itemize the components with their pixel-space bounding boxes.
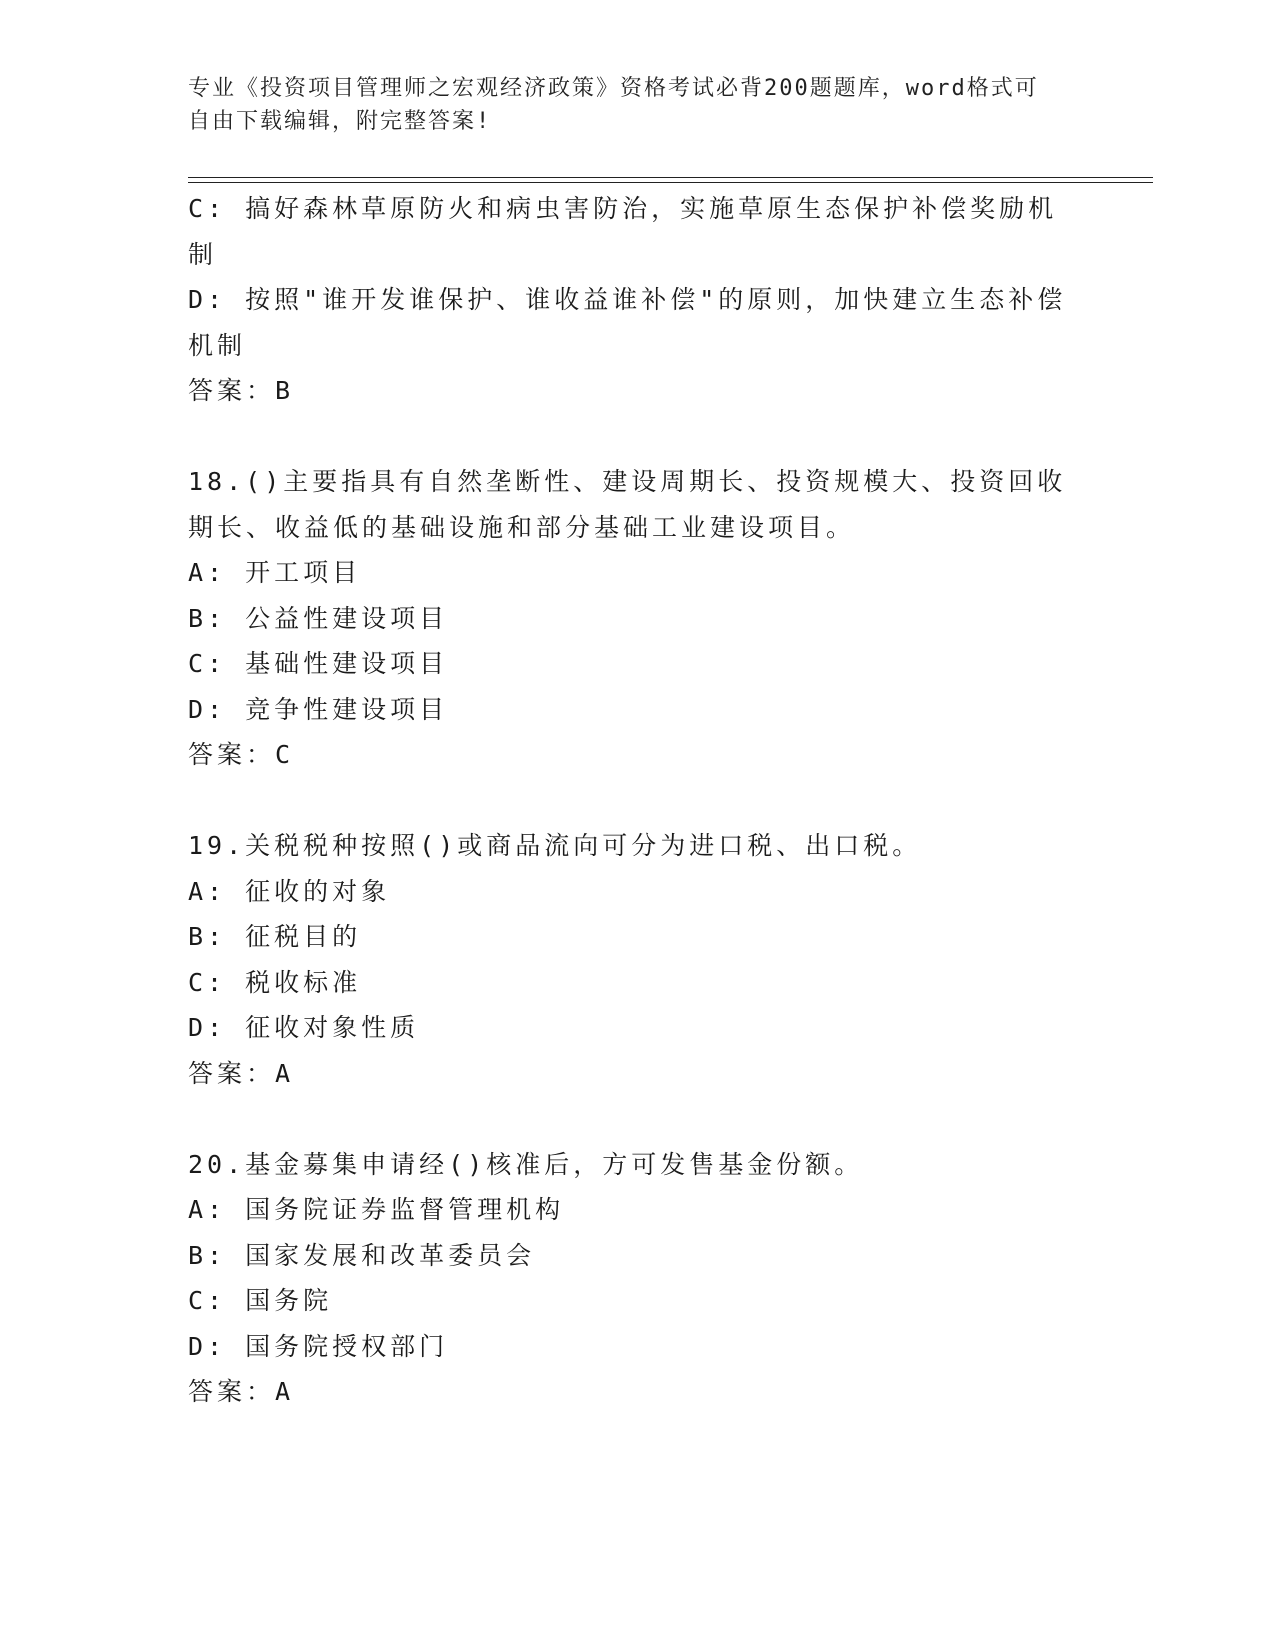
- option-b: B: 公益性建设项目: [188, 603, 449, 633]
- spacer: [188, 778, 1088, 824]
- question-18: [188, 459, 1088, 778]
- header-divider: [188, 177, 1153, 183]
- option-c: C: 国务院: [188, 1286, 333, 1315]
- answer-line: 答案：A: [188, 1377, 295, 1406]
- header-title-line-2: 自由下载编辑，附完整答案!: [188, 109, 492, 134]
- header-title-line-1: 专业《投资项目管理师之宏观经济政策》资格考试必背200题题库，word格式可: [188, 76, 1039, 101]
- answer-line: 答案：C: [188, 740, 295, 769]
- question-stem: 18.()主要指具有自然垄断性、建设周期长、投资规模大、投资回收期长、收益低的基础设施和部分基础工业建设项目。: [188, 467, 1067, 542]
- option-c: C: 基础性建设项目: [188, 649, 449, 678]
- question-20: [188, 1142, 1088, 1415]
- question-content: [188, 186, 1088, 1415]
- page-header: [188, 72, 1068, 138]
- option-d: D: 按照"谁开发谁保护、谁收益谁补偿"的原则，加快建立生态补偿机制: [188, 285, 1067, 360]
- option-d: D: 竞争性建设项目: [188, 694, 449, 724]
- answer-line: 答案：B: [188, 376, 295, 405]
- spacer: [188, 414, 1088, 460]
- option-c: C: 搞好森林草原防火和病虫害防治，实施草原生态保护补偿奖励机制: [188, 194, 1058, 269]
- question-17-continued: [188, 186, 1088, 414]
- option-b: B: 国家发展和改革委员会: [188, 1240, 536, 1270]
- spacer: [188, 1096, 1088, 1142]
- option-d: D: 征收对象性质: [188, 1013, 420, 1042]
- option-d: D: 国务院授权部门: [188, 1331, 449, 1361]
- question-stem: 20.基金募集申请经()核准后，方可发售基金份额。: [188, 1149, 864, 1179]
- option-a: A: 征收的对象: [188, 876, 391, 906]
- option-a: A: 国务院证券监督管理机构: [188, 1195, 565, 1224]
- question-stem: 19.关税税种按照()或商品流向可分为进口税、出口税。: [188, 831, 922, 860]
- answer-line: 答案：A: [188, 1058, 295, 1088]
- option-c: C: 税收标准: [188, 967, 362, 997]
- question-19: [188, 823, 1088, 1096]
- option-b: B: 征税目的: [188, 922, 362, 951]
- option-a: A: 开工项目: [188, 558, 362, 587]
